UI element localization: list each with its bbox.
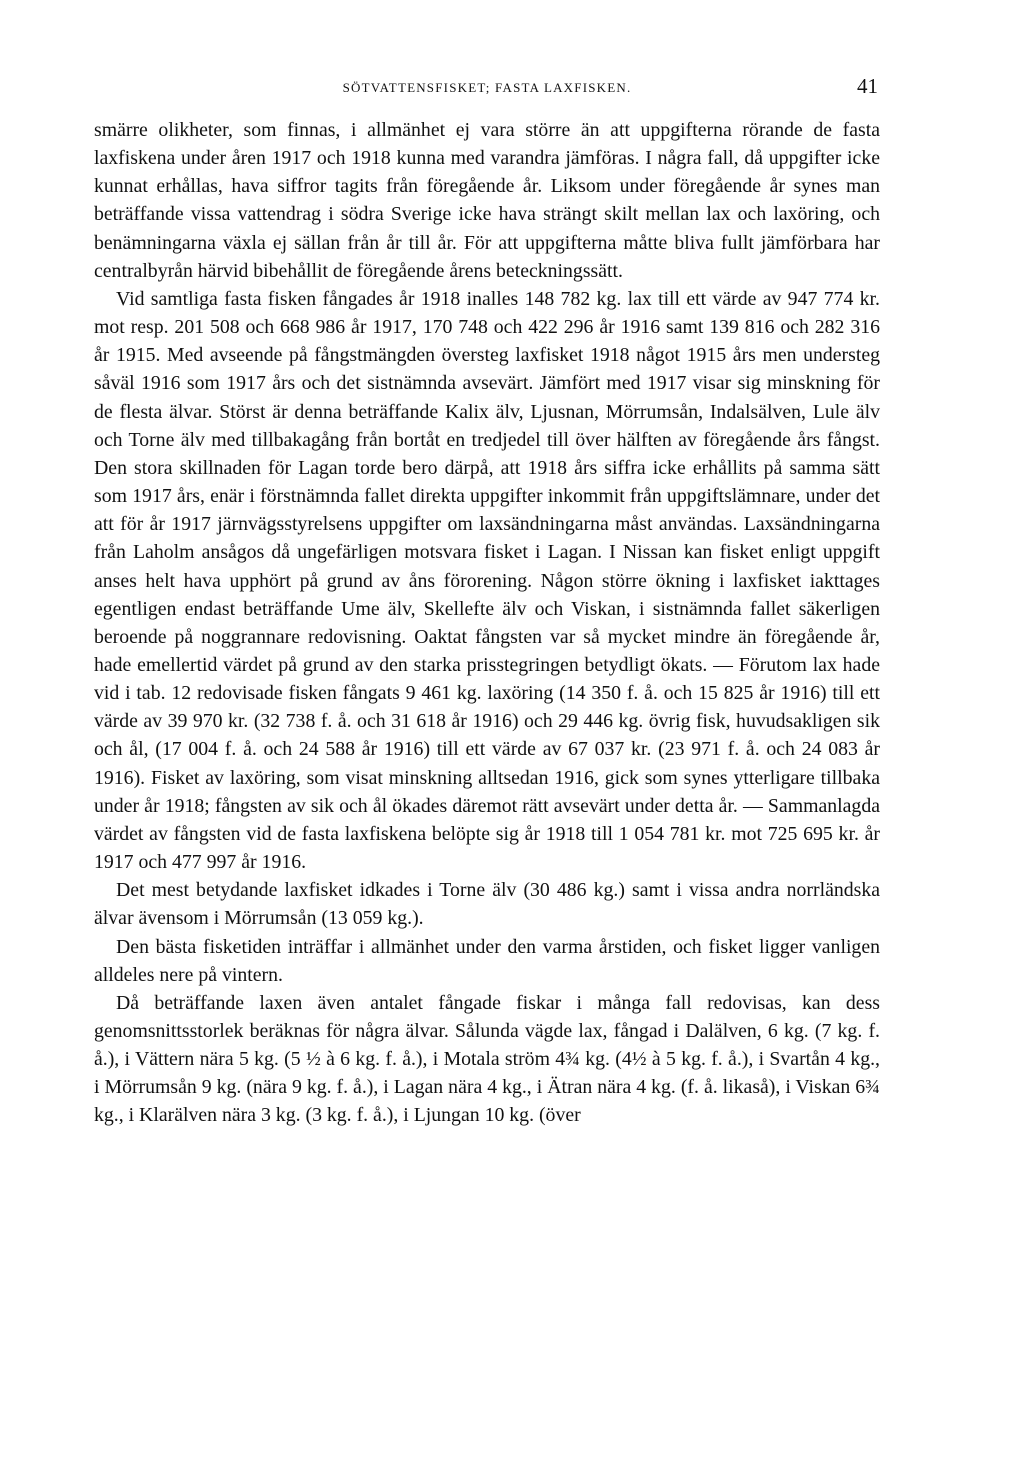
body-text: [94, 116, 880, 1130]
page-number: 41: [857, 74, 878, 98]
paragraph-5: Då beträffande laxen även antalet fångade fiskar i många fall redovisas, kan dess genomsnittsstorlek beräknas för några älvar. Sålunda vägde lax, fångad i Dalälven, 6 kg. (7 kg. f. å.), i Vättern nära 5 kg. (5 ½ à 6 kg. f. å.), i Motala ström 4¾ kg. (4½ à 5 kg. f. å.), i Svartån 4 kg., i Mörrumsån 9 kg. (nära 9 kg. f. å.), i Lagan nära 4 kg., i Ätran nära 4 kg. (f. å. likaså), i Viskan 6¾ kg., i Klarälven nära 3 kg. (3 kg. f. å.), i Ljungan 10 kg. (över: [94, 991, 880, 1127]
paragraph-2: Vid samtliga fasta fisken fångades år 1918 inalles 148 782 kg. lax till ett värde av 947 774 kr. mot resp. 201 508 och 668 986 år 1917, 170 748 och 422 296 år 1916 samt 139 816 och 282 316 år 1915. Med avseende på fångstmängden översteg laxfisket 1918 något 1915 års men understeg såväl 1916 som 1917 års och det sistnämnda avsevärt. Jämfört med 1917 visar sig minskning för de flesta älvar. Störst är denna beträffande Kalix älv, Ljusnan, Mörrumsån, Indalsälven, Lule älv och Torne älv med tillbakagång från bortåt en tredjedel till över hälften av föregående års fångst. Den stora skillnaden för Lagan torde bero därpå, att 1918 års siffra icke erhållits på samma sätt som 1917 års, enär i förstnämnda fallet direkta uppgifter inkommit från uppgiftslämnare, under det att för år 1917 järnvägsstyrelsens uppgifter om laxsändningarna måst användas. Laxsändningarna från Laholm ansågos då ungefärligen motsvara fisket i Lagan. I Nissan kan fisket enligt uppgift anses helt hava upphört på grund av åns förorening. Någon större ökning i laxfisket iakttages egentligen endast beträffande Ume älv, Skellefte älv och Viskan, i sistnämnda fallet säkerligen beroende på noggrannare redovisning. Oaktat fångsten var så mycket mindre än föregående år, hade emellertid värdet på grund av den starka prisstegringen betydligt ökats. — Förutom lax hade vid i tab. 12 redovisade fisken fångats 9 461 kg. laxöring (14 350 f. å. och 15 825 år 1916) till ett värde av 39 970 kr. (32 738 f. å. och 31 618 år 1916) och 29 446 kg. övrig fisk, huvudsakligen sik och ål, (17 004 f. å. och 24 588 år 1916) till ett värde av 67 037 kr. (23 971 f. å. och 24 083 år 1916). Fisket av laxöring, som visat minskning alltsedan 1916, gick som synes ytterligare tillbaka under år 1918; fångsten av sik och ål ökades däremot rätt avsevärt under detta år. — Sammanlagda värdet av fångsten vid de fasta laxfiskena belöpte sig år 1918 till 1 054 781 kr. mot 725 695 kr. år 1917 och 477 997 år 1916.: [94, 287, 880, 874]
page-header: [94, 74, 880, 106]
paragraph-1: smärre olikheter, som finnas, i allmänhet ej vara större än att uppgifterna rörande de fasta laxfiskena under åren 1917 och 1918 kunna med varandra jämföras. I några fall, då uppgifter icke kunnat erhållas, hava siffror tagits från föregående år. Liksom under föregående år synes man beträffande vissa vattendrag i södra Sverige icke hava strängt skilt mellan lax och laxöring, och benämningarna växla ej sällan från år till år. För att uppgifterna måtte bliva fullt jämförbara har centralbyrån härvid bibehållit de föregående årens beteckningssätt.: [94, 119, 880, 282]
document-page: [94, 74, 880, 1130]
running-title: SÖTVATTENSFISKET; FASTA LAXFISKEN.: [342, 80, 632, 95]
paragraph-4: Den bästa fisketiden inträffar i allmänhet under den varma årstiden, och fisket ligger vanligen alldeles nere på vintern.: [94, 935, 880, 986]
paragraph-3: Det mest betydande laxfisket idkades i Torne älv (30 486 kg.) samt i vissa andra norrländska älvar ävensom i Mörrumsån (13 059 kg.).: [94, 879, 880, 930]
